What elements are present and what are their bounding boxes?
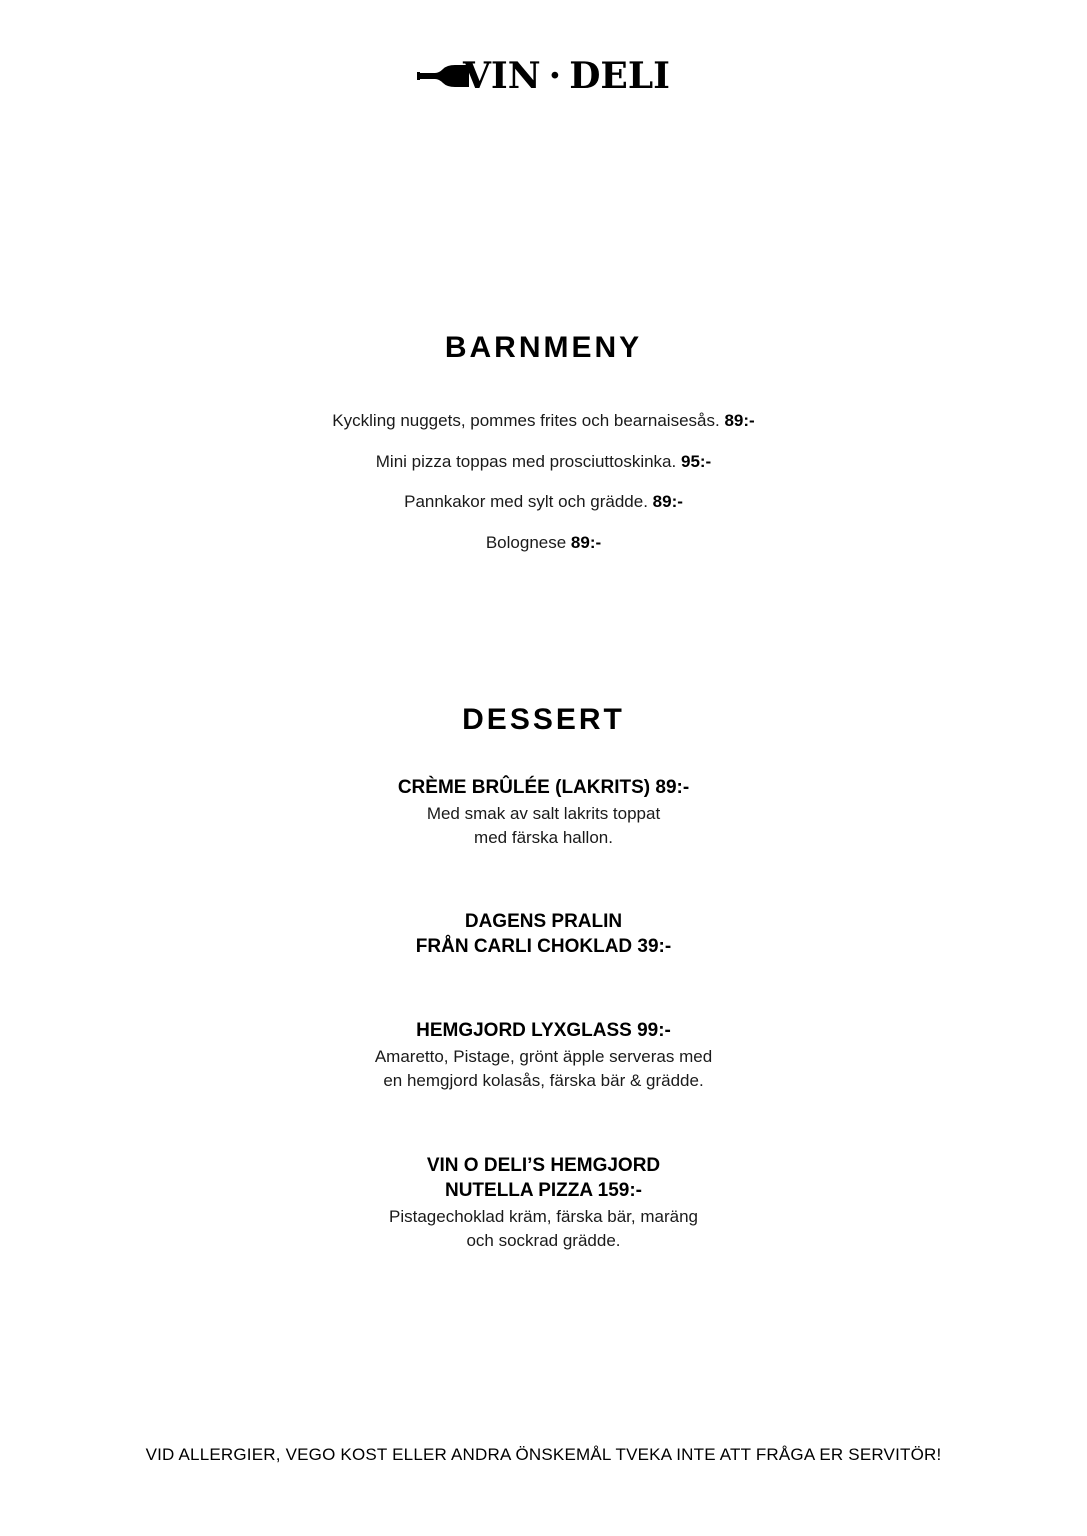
brand-separator: · xyxy=(548,55,562,97)
menu-item-text: Pannkakor med sylt och grädde. xyxy=(404,492,648,511)
title-line: NUTELLA PIZZA 159:- xyxy=(444,1180,643,1201)
dessert-item-title: CRÈME BRÛLÉE (LAKRITS) 89:- xyxy=(397,777,690,798)
dessert-item-description xyxy=(0,802,1087,850)
allergy-notice: VID ALLERGIER, VEGO KOST ELLER ANDRA ÖNSKEMÅL TVEKA INTE ATT FRÅGA ER SERVITÖR! xyxy=(145,1445,942,1464)
brand-logo xyxy=(0,52,1087,100)
title-line: DAGENS PRALIN xyxy=(464,911,623,932)
description-line: Pistagechoklad kräm, färska bär, maräng xyxy=(389,1207,698,1226)
menu-item-text: Mini pizza toppas med prosciuttoskinka. xyxy=(375,451,677,471)
menu-item-price: 89:- xyxy=(570,532,602,552)
description-line: Med smak av salt lakrits toppat xyxy=(426,804,661,823)
title-line: FRÅN CARLI CHOKLAD 39:- xyxy=(415,936,672,957)
menu-item xyxy=(0,450,1087,491)
dessert-item-title xyxy=(0,909,1087,959)
description-line: och sockrad grädde. xyxy=(466,1231,621,1250)
dessert-item-description xyxy=(0,1045,1087,1093)
dessert-item xyxy=(0,909,1087,959)
title-line: VIN O DELI’S HEMGJORD xyxy=(426,1155,661,1176)
description-line: en hemgjord kolasås, färska bär & grädde. xyxy=(383,1071,704,1090)
dessert-title: DESSERT xyxy=(462,703,625,736)
dessert-item xyxy=(0,1153,1087,1253)
brand-name-right: DELI xyxy=(569,55,671,97)
barnmeny-title: BARNMENY xyxy=(444,331,643,364)
description-line: med färska hallon. xyxy=(474,828,613,847)
dessert-item-description xyxy=(0,1205,1087,1253)
barnmeny-list xyxy=(0,409,1087,571)
wine-bottle-icon xyxy=(417,64,469,88)
menu-item-price: 89:- xyxy=(724,411,755,430)
menu-item-text: Bolognese xyxy=(485,532,567,552)
menu-item xyxy=(0,409,1087,450)
brand-name-left: VIN xyxy=(462,55,541,97)
dessert-item xyxy=(0,775,1087,850)
description-line: Amaretto, Pistage, grönt äpple serveras med xyxy=(374,1047,713,1066)
menu-item-price: 95:- xyxy=(680,451,712,471)
menu-item-text: Kyckling nuggets, pommes frites och bearnaisesås. xyxy=(332,411,720,430)
dessert-item-title: HEMGJORD LYXGLASS 99:- xyxy=(416,1020,671,1041)
dessert-item xyxy=(0,1018,1087,1093)
menu-item xyxy=(0,490,1087,531)
menu-item xyxy=(0,531,1087,572)
menu-item-price: 89:- xyxy=(652,492,683,511)
dessert-item-title xyxy=(0,1153,1087,1203)
